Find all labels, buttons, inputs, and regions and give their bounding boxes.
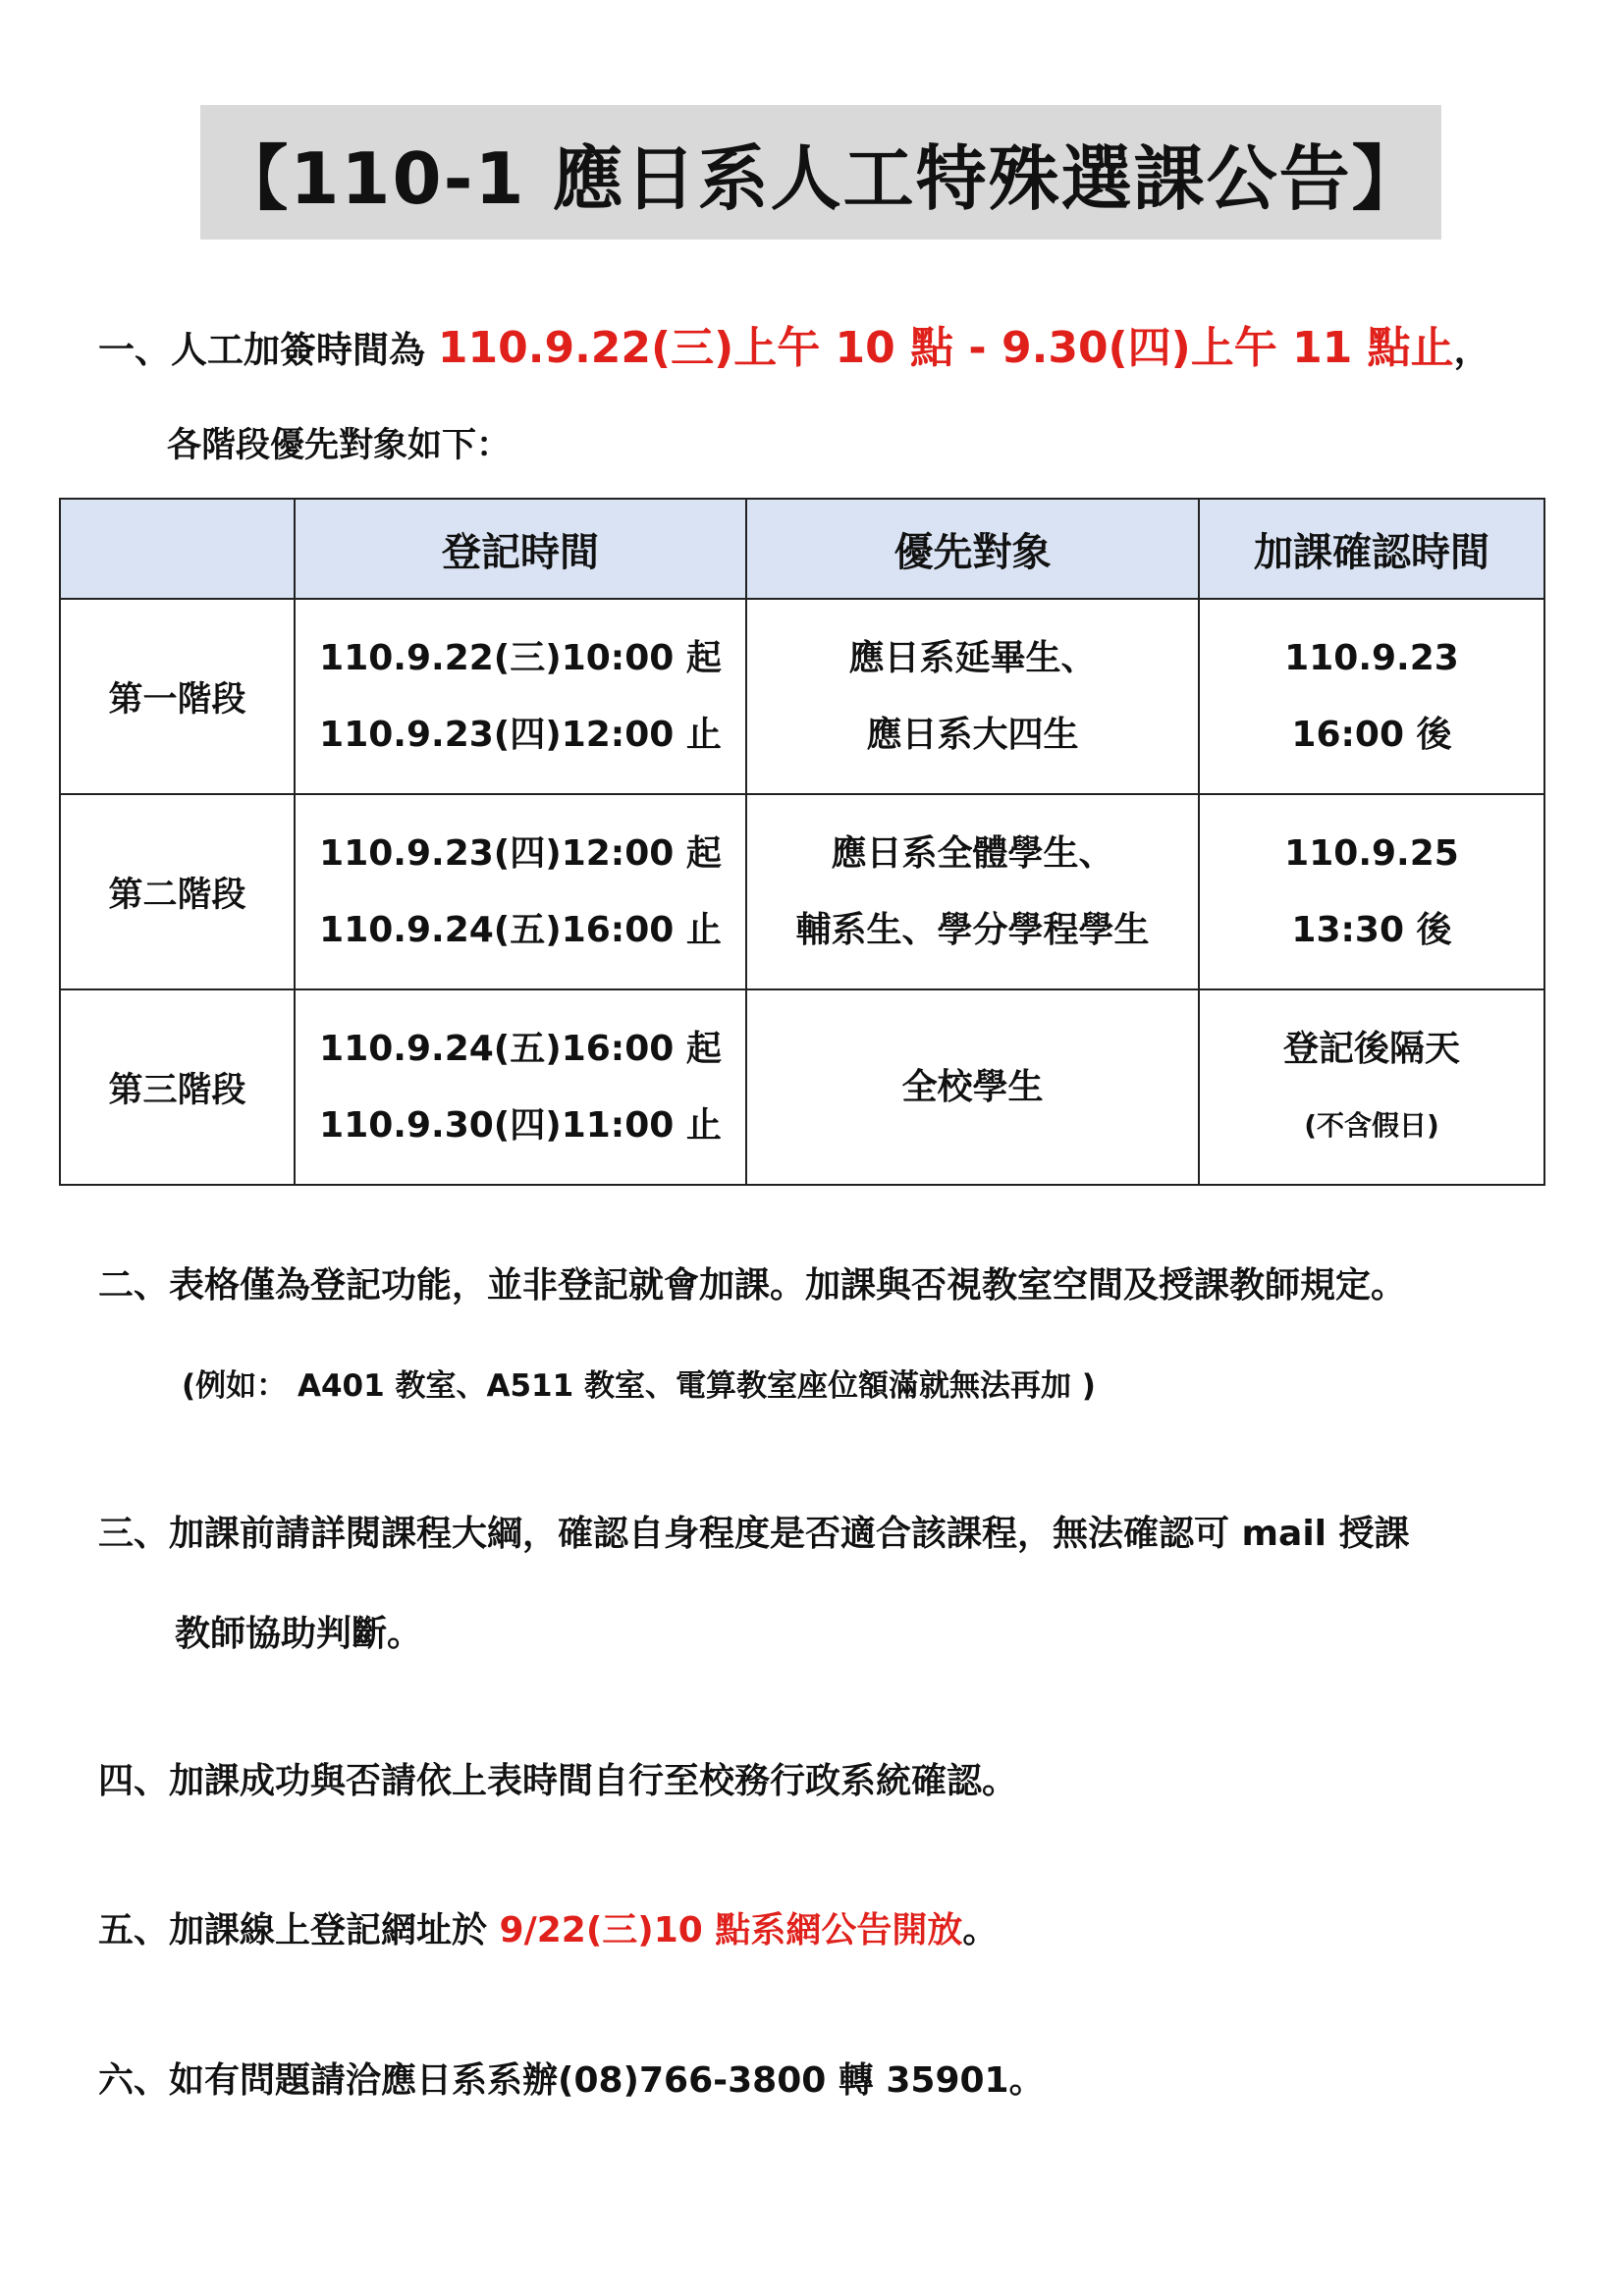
target-line: 輔系生、學分學程學生 <box>795 909 1150 950</box>
confirm-date: 登記後隔天 <box>1282 1028 1460 1069</box>
table-row <box>60 599 1544 794</box>
section-5-highlight: 9/22(三)10 點系網公告開放 <box>499 1910 963 1950</box>
section-3-continued: 教師協助判斷。 <box>175 1614 423 1654</box>
section-4: 四、加課成功與否請依上表時間自行至校務行政系統確認。 <box>98 1761 1018 1801</box>
section-5 <box>98 1906 998 1955</box>
schedule-table <box>59 498 1545 1186</box>
stage-cell: 第三階段 <box>60 989 295 1185</box>
page-title: 【110-1 應日系人工特殊選課公告】 <box>217 136 1425 220</box>
section-1-prefix: 一、人工加簽時間為 <box>98 329 438 371</box>
target-line: 全校學生 <box>901 1066 1044 1107</box>
confirm-note: (不含假日) <box>1304 1108 1439 1142</box>
target-cell <box>746 794 1199 989</box>
confirm-time: 13:30 後 <box>1291 909 1452 950</box>
section-1-subline: 各階段優先對象如下： <box>167 426 512 465</box>
target-cell <box>746 989 1199 1185</box>
confirm-date: 110.9.23 <box>1284 637 1459 678</box>
section-3: 三、加課前請詳閱課程大綱，確認自身程度是否適合該課程，無法確認可 mail 授課 <box>98 1514 1410 1554</box>
title-banner <box>200 105 1441 240</box>
header-registration-time: 登記時間 <box>295 499 746 599</box>
section-1-suffix: ， <box>1453 329 1490 371</box>
header-blank <box>60 499 295 599</box>
section-1 <box>98 324 1490 375</box>
target-cell <box>746 599 1199 794</box>
time-cell <box>295 989 746 1185</box>
confirm-cell <box>1199 599 1544 794</box>
section-2-note: (例如： A401 教室、A511 教室、電算教室座位額滿就無法再加 ) <box>182 1368 1096 1404</box>
section-5-suffix: 。 <box>962 1910 999 1950</box>
confirm-cell <box>1199 794 1544 989</box>
time-end: 110.9.30(四)11:00 止 <box>319 1104 722 1146</box>
target-line: 應日系延畢生、 <box>848 637 1097 678</box>
time-end: 110.9.23(四)12:00 止 <box>319 714 722 755</box>
stage-cell: 第一階段 <box>60 599 295 794</box>
section-1-highlight: 110.9.22(三)上午 10 點 - 9.30(四)上午 11 點止 <box>437 323 1454 373</box>
table-header-row <box>60 499 1544 599</box>
target-line: 應日系大四生 <box>866 714 1079 755</box>
target-line: 應日系全體學生、 <box>831 832 1114 874</box>
section-2: 二、表格僅為登記功能，並非登記就會加課。加課與否視教室空間及授課教師規定。 <box>98 1265 1407 1306</box>
confirm-time: 16:00 後 <box>1291 714 1452 755</box>
confirm-cell <box>1199 989 1544 1185</box>
time-start: 110.9.22(三)10:00 起 <box>319 637 722 678</box>
table-row <box>60 794 1544 989</box>
time-cell <box>295 794 746 989</box>
section-5-prefix: 五、加課線上登記網址於 <box>98 1910 500 1950</box>
confirm-date: 110.9.25 <box>1284 832 1459 874</box>
time-start: 110.9.23(四)12:00 起 <box>319 832 722 874</box>
time-cell <box>295 599 746 794</box>
stage-cell: 第二階段 <box>60 794 295 989</box>
section-6: 六、如有問題請洽應日系系辦(08)766-3800 轉 35901。 <box>98 2060 1045 2101</box>
time-end: 110.9.24(五)16:00 止 <box>319 909 722 950</box>
header-priority-target: 優先對象 <box>746 499 1199 599</box>
time-start: 110.9.24(五)16:00 起 <box>319 1028 722 1069</box>
table-row <box>60 989 1544 1185</box>
header-confirm-time: 加課確認時間 <box>1199 499 1544 599</box>
